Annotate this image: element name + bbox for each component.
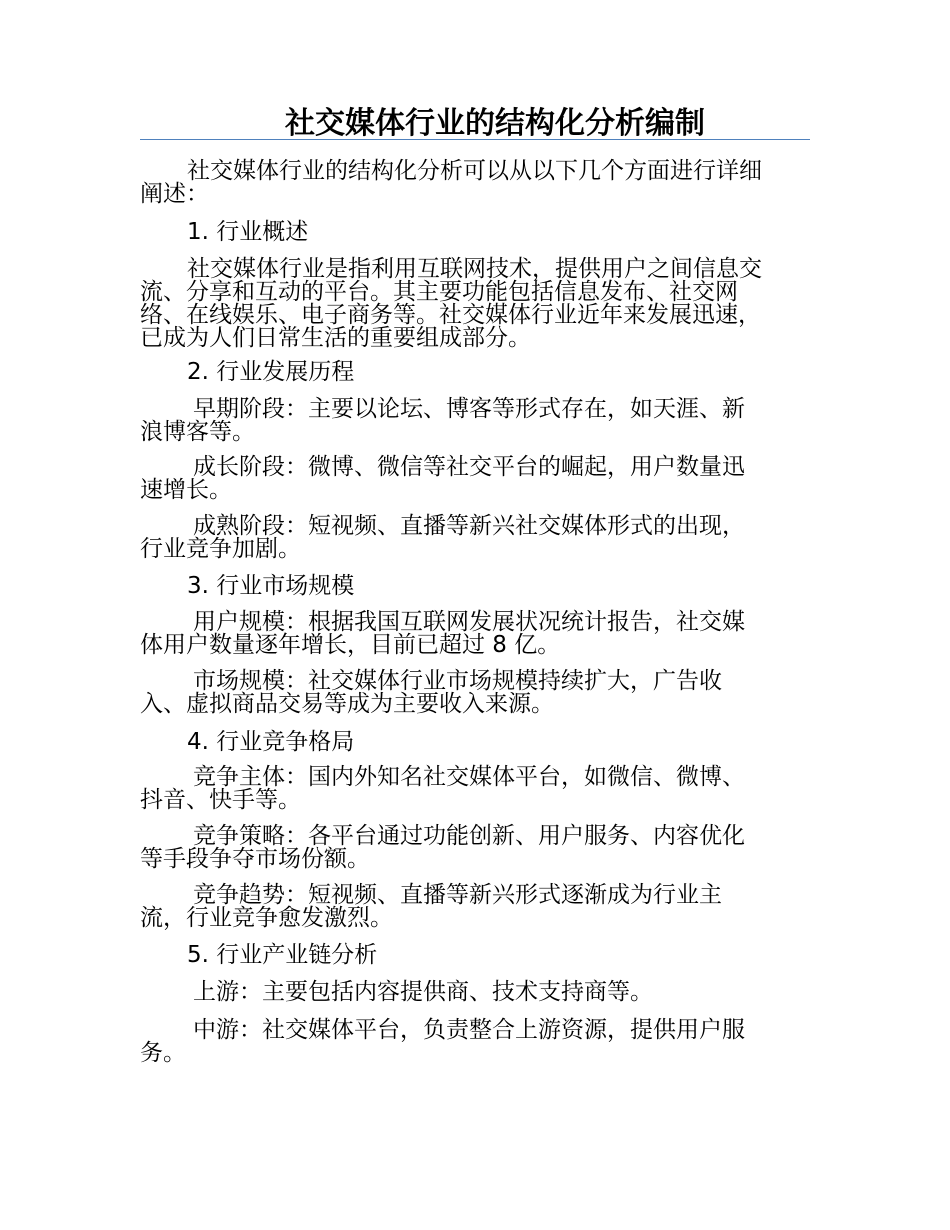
s1-line-4: 已成为人们日常生活的重要组成部分。 bbox=[140, 325, 531, 351]
section-2-heading: 2. 行业发展历程 bbox=[187, 359, 355, 385]
s2-item-3-line-2: 行业竞争加剧。 bbox=[140, 536, 301, 562]
s5-item-1 bbox=[140, 981, 810, 1004]
section-4-heading: 4. 行业竞争格局 bbox=[187, 729, 355, 755]
s4-item-3-line-1: 竞争趋势：短视频、直播等新兴形式逐渐成为行业主 bbox=[193, 882, 722, 908]
s4-item-2-line-1: 竞争策略：各平台通过功能创新、用户服务、内容优化 bbox=[193, 823, 745, 849]
s5-item-2 bbox=[140, 1019, 810, 1065]
s3-item-1-line-2: 体用户数量逐年增长，目前已超过 8 亿。 bbox=[140, 632, 561, 658]
intro-line-2: 阐述： bbox=[140, 181, 209, 207]
s2-item-3-line-1: 成熟阶段：短视频、直播等新兴社交媒体形式的出现， bbox=[193, 513, 745, 539]
section-5-heading: 5. 行业产业链分析 bbox=[187, 942, 378, 968]
page-title: 社交媒体行业的结构化分析编制 bbox=[285, 106, 705, 141]
s5-item-2-line-2: 务。 bbox=[140, 1040, 186, 1066]
s5-item-1-line-1: 上游：主要包括内容提供商、技术支持商等。 bbox=[193, 979, 653, 1005]
section-1-paragraph bbox=[140, 258, 810, 350]
s3-item-2-line-2: 入、虚拟商品交易等成为主要收入来源。 bbox=[140, 691, 554, 717]
s1-line-1: 社交媒体行业是指利用互联网技术，提供用户之间信息交 bbox=[187, 256, 762, 282]
s2-item-3 bbox=[140, 515, 810, 561]
s5-item-2-line-1: 中游：社交媒体平台，负责整合上游资源，提供用户服 bbox=[193, 1017, 745, 1043]
s4-item-1-line-1: 竞争主体：国内外知名社交媒体平台，如微信、微博、 bbox=[193, 764, 745, 790]
s2-item-2-line-1: 成长阶段：微博、微信等社交平台的崛起，用户数量迅 bbox=[193, 454, 745, 480]
intro-paragraph bbox=[140, 160, 810, 206]
s4-item-3-line-2: 流，行业竞争愈发激烈。 bbox=[140, 905, 393, 931]
title-underline bbox=[140, 139, 810, 140]
s2-item-1 bbox=[140, 398, 810, 444]
s4-item-1-line-2: 抖音、快手等。 bbox=[140, 787, 301, 813]
s4-item-2-line-2: 等手段争夺市场份额。 bbox=[140, 846, 370, 872]
s3-item-1-line-1: 用户规模：根据我国互联网发展状况统计报告，社交媒 bbox=[193, 609, 745, 635]
s4-item-1 bbox=[140, 766, 810, 812]
s1-line-2: 流、分享和互动的平台。其主要功能包括信息发布、社交网 bbox=[140, 279, 738, 305]
section-1-heading: 1. 行业概述 bbox=[187, 219, 309, 245]
s1-line-3: 络、在线娱乐、电子商务等。社交媒体行业近年来发展迅速， bbox=[140, 302, 761, 328]
section-3-heading: 3. 行业市场规模 bbox=[187, 573, 355, 599]
s3-item-2 bbox=[140, 670, 810, 716]
s2-item-2 bbox=[140, 456, 810, 502]
s4-item-2 bbox=[140, 825, 810, 871]
s2-item-2-line-2: 速增长。 bbox=[140, 477, 232, 503]
intro-line-1: 社交媒体行业的结构化分析可以从以下几个方面进行详细 bbox=[187, 158, 762, 184]
s2-item-1-line-1: 早期阶段：主要以论坛、博客等形式存在，如天涯、新 bbox=[193, 396, 745, 422]
s3-item-2-line-1: 市场规模：社交媒体行业市场规模持续扩大，广告收 bbox=[193, 668, 722, 694]
s4-item-3 bbox=[140, 884, 810, 930]
s3-item-1 bbox=[140, 611, 810, 657]
s2-item-1-line-2: 浪博客等。 bbox=[140, 419, 255, 445]
